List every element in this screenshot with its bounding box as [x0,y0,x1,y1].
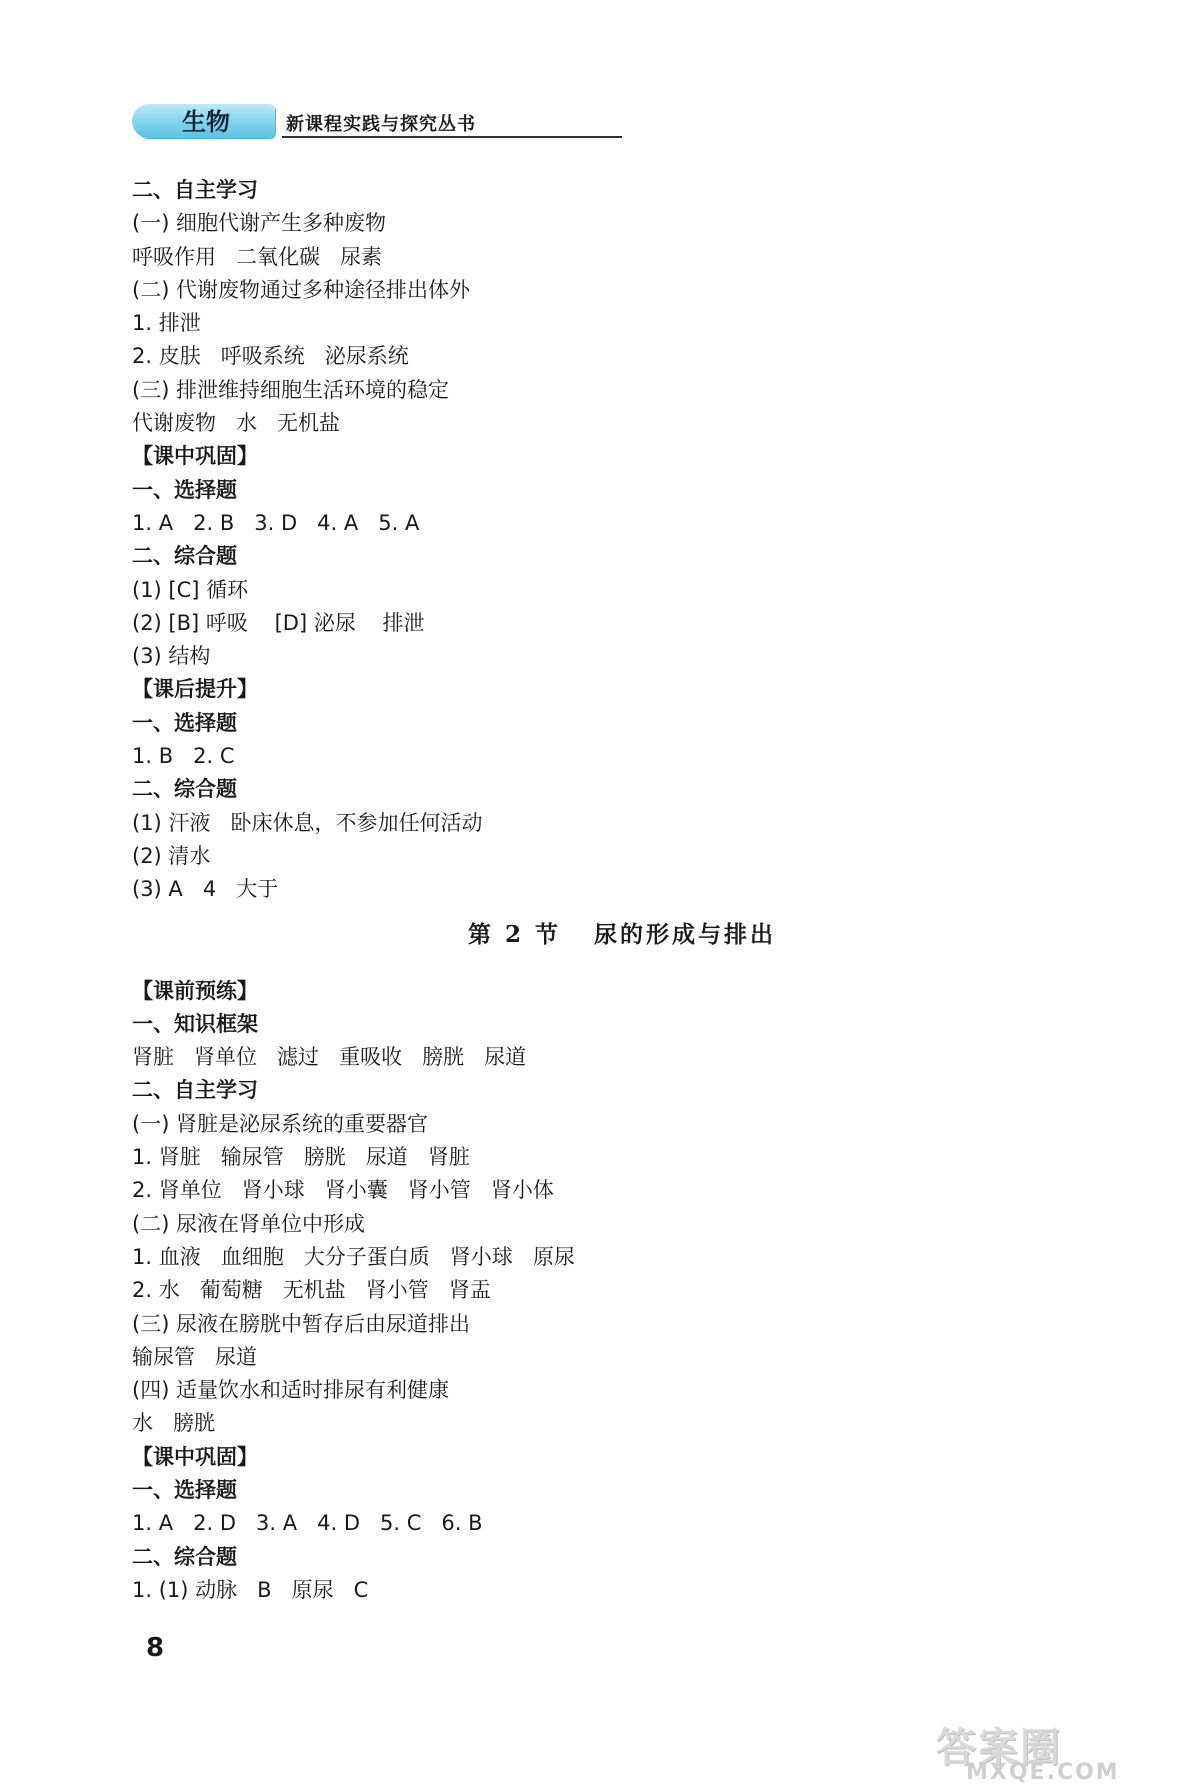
section-heading: 二、综合题 [132,544,237,569]
answer-line: 1. A 2. D 3. A 4. D 5. C 6. B [132,1511,483,1536]
answer-content [132,174,1072,1607]
watermark-url: MXQE.COM [966,1760,1120,1785]
answer-line: (二) 尿液在肾单位中形成 [132,1211,366,1236]
answer-line: (2) 清水 [132,843,211,868]
watermark-logo: 答案圈 [936,1725,1062,1771]
answer-line: (四) 适量饮水和适时排尿有利健康 [132,1378,450,1403]
section-heading: 一、选择题 [132,710,237,735]
answer-line: (三) 排泄维持细胞生活环境的稳定 [132,377,450,402]
answer-line: 呼吸作用 二氧化碳 尿素 [132,244,383,269]
section-heading: 【课前预练】 [132,978,258,1003]
watermark [936,1716,1186,1788]
section-heading: 【课中巩固】 [132,444,258,469]
page-number: 8 [146,1633,165,1663]
answer-line: 水 膀胱 [132,1411,216,1436]
answer-line: (1) [C] 循环 [132,577,249,602]
answer-line: 1. (1) 动脉 B 原尿 C [132,1577,369,1602]
answer-line: 1. A 2. B 3. D 4. A 5. A [132,510,420,535]
answer-line: (3) A 4 大于 [132,877,279,902]
answer-line: 肾脏 肾单位 滤过 重吸收 膀胱 尿道 [132,1045,527,1070]
answer-line: 1. B 2. C [132,744,235,769]
answer-line: (2) [B] 呼吸 [D] 泌尿 排泄 [132,610,425,635]
answer-line: 代谢废物 水 无机盐 [132,411,341,436]
section-heading: 二、自主学习 [132,178,258,202]
section-heading: 二、综合题 [132,1544,237,1569]
answer-line: 1. 肾脏 输尿管 膀胱 尿道 肾脏 [132,1145,470,1170]
answer-line: (3) 结构 [132,644,211,669]
series-title: 新课程实践与探究丛书 [286,114,476,135]
section-heading: 二、综合题 [132,777,237,802]
answer-line: (一) 细胞代谢产生多种废物 [132,211,387,236]
section-heading: 一、知识框架 [132,1011,258,1036]
answer-line: (一) 肾脏是泌尿系统的重要器官 [132,1111,429,1136]
section-heading: 【课后提升】 [132,677,258,702]
subject-label: 生物 [182,108,230,136]
answer-line: (二) 代谢废物通过多种途径排出体外 [132,277,471,302]
series-underline [282,136,622,138]
answer-line: 2. 肾单位 肾小球 肾小囊 肾小管 肾小体 [132,1178,554,1203]
answer-line: (三) 尿液在膀胱中暂存后由尿道排出 [132,1311,471,1336]
section-heading: 一、选择题 [132,1477,237,1502]
section-title: 第 2 节 尿的形成与排出 [467,920,777,948]
answer-line: 2. 皮肤 呼吸系统 泌尿系统 [132,344,409,369]
answer-line: 1. 血液 血细胞 大分子蛋白质 肾小球 原尿 [132,1244,575,1269]
section-heading: 二、自主学习 [132,1078,258,1103]
page-header [132,98,502,142]
answer-line: 1. 排泄 [132,311,201,336]
section-heading: 【课中巩固】 [132,1444,258,1469]
answer-line: 2. 水 葡萄糖 无机盐 肾小管 肾盂 [132,1278,491,1303]
answer-line: (1) 汗液 卧床休息，不参加任何活动 [132,810,483,835]
section-heading: 一、选择题 [132,477,237,502]
answer-line: 输尿管 尿道 [132,1344,258,1369]
